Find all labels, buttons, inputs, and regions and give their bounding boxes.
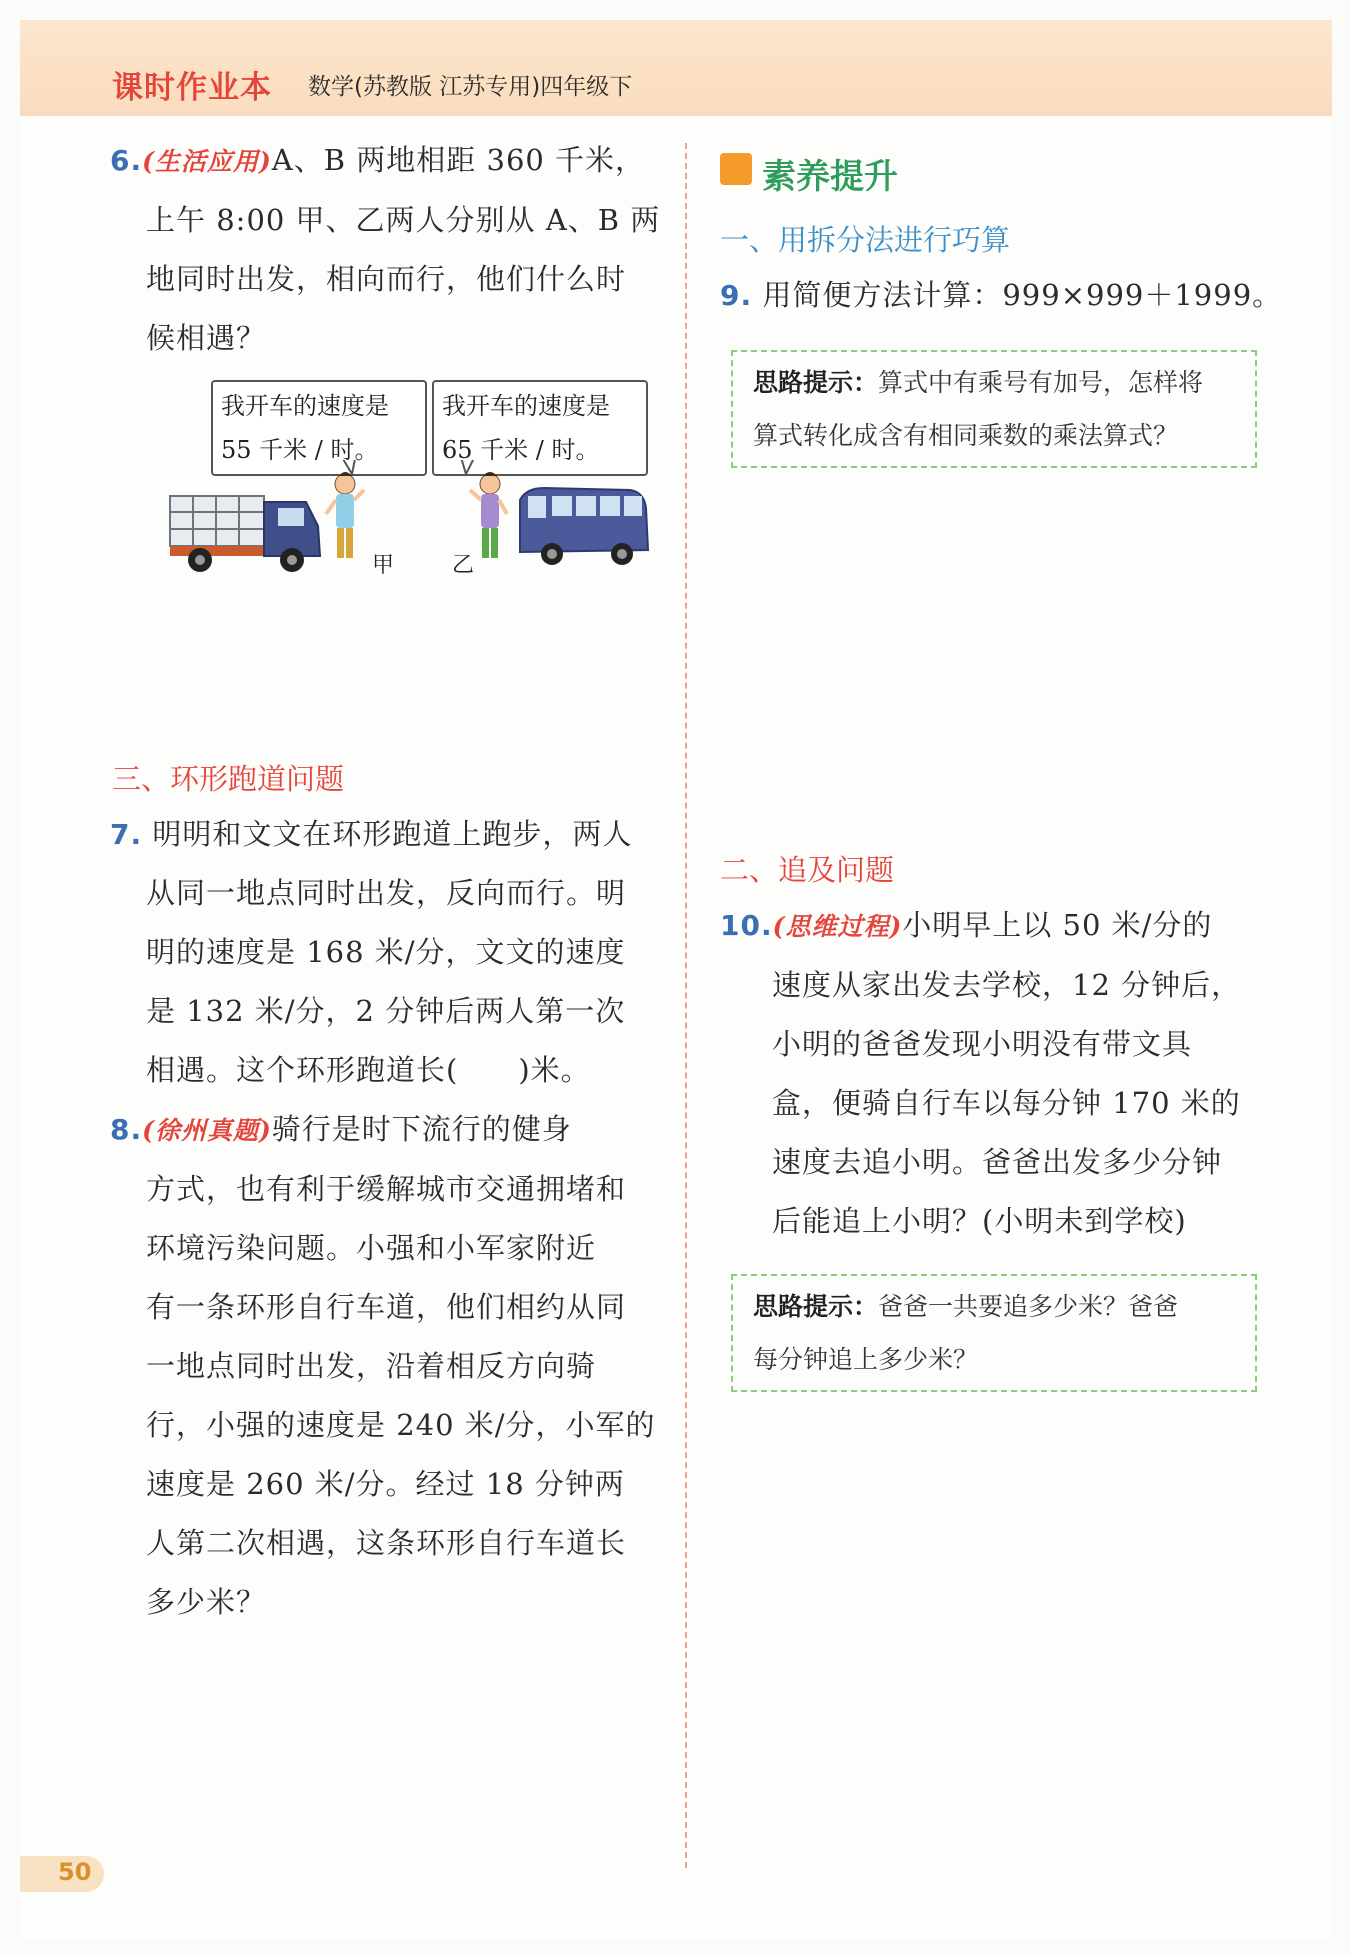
question-tag: (徐州真题) [142,1116,272,1145]
question-text: 候相遇？ [146,321,267,355]
question-text: A、B 两地相距 360 千米， [271,143,646,177]
question-text: 一地点同时出发，沿着相反方向骑 [146,1349,597,1383]
question-number: 7. [110,818,143,851]
label-jia: 甲 [372,553,395,578]
question-number: 8. [110,1113,143,1146]
question-7 [110,805,670,1100]
page-number: 50 [58,1858,92,1886]
question-text: 相遇。这个环形跑道长( )米。 [146,1053,591,1087]
question-text: 环境污染问题。小强和小军家附近 [146,1231,597,1265]
question-number: 10. [720,909,773,942]
question-text: 是 132 米/分，2 分钟后两人第一次 [146,994,626,1028]
header-subtitle: 数学(苏教版 江苏专用)四年级下 [308,74,633,100]
question-text: 骑行是时下流行的健身 [271,1112,572,1146]
question-10 [720,896,1300,1251]
question-9 [720,266,1283,325]
bubble-text: 我开车的速度是 [221,392,389,420]
question-text: 用简便方法计算：999×999＋1999。 [762,278,1283,312]
hint-text: 爸爸一共要追多少米？爸爸 [878,1292,1179,1321]
question-number: 9. [720,279,753,312]
question-text: 速度是 260 米/分。经过 18 分钟两 [146,1467,625,1501]
question-number: 6. [110,144,143,177]
question-tag: (思维过程) [772,912,903,941]
question-text: 上午 8:00 甲、乙两人分别从 A、B 两 [146,203,661,237]
question-text: 明的速度是 168 米/分，文文的速度 [146,935,626,969]
question-tag: (生活应用) [142,147,272,176]
question-text: 行，小强的速度是 240 米/分，小军的 [146,1408,656,1442]
hint-text: 算式转化成含有相同乘数的乘法算式？ [753,421,1179,450]
hint-box-q9 [731,350,1257,468]
bus-icon [520,488,648,565]
bubble-text: 我开车的速度是 [442,392,610,420]
hint-box-q10 [731,1274,1257,1392]
question-text: 明明和文文在环形跑道上跑步，两人 [152,817,633,851]
question-text: 盒，便骑自行车以每分钟 170 米的 [772,1086,1241,1120]
section-title-2: 二、追及问题 [720,853,895,887]
question-text: 后能追上小明？(小明未到学校) [772,1204,1187,1238]
question-text: 速度从家出发去学校，12 分钟后， [772,968,1242,1002]
question-text: 多少米？ [146,1585,267,1619]
hint-text: 算式中有乘号有加号，怎样将 [878,368,1204,397]
bubble-tail [340,460,356,474]
bubble-tail [460,460,476,474]
section-title-1: 一、用拆分法进行巧算 [720,223,1011,257]
label-yi: 乙 [452,553,475,578]
question-text: 小明早上以 50 米/分的 [902,908,1213,942]
truck-icon [170,496,320,572]
question-text: 有一条环形自行车道，他们相约从同 [146,1290,627,1324]
illustration-vehicles [160,460,660,580]
section-suyang-title: 素养提升 [762,157,898,197]
header-title: 课时作业本 [112,70,272,106]
column-divider [685,143,687,1868]
question-8 [110,1100,670,1632]
question-6 [110,131,670,368]
hint-label: 思路提示： [753,1292,879,1321]
section-title-3: 三、环形跑道问题 [112,762,345,796]
person-a-icon [326,472,364,558]
bubble-text: 65 千米 / 时。 [442,436,600,464]
question-text: 速度去追小明。爸爸出发多少分钟 [772,1145,1223,1179]
suyang-icon [720,153,752,185]
hint-label: 思路提示： [753,368,879,397]
question-text: 方式，也有利于缓解城市交通拥堵和 [146,1172,627,1206]
person-b-icon [470,472,507,558]
question-text: 小明的爸爸发现小明没有带文具 [772,1027,1193,1061]
question-text: 人第二次相遇，这条环形自行车道长 [146,1526,627,1560]
question-text: 从同一地点同时出发，反向而行。明 [146,876,627,910]
question-text: 地同时出发，相向而行，他们什么时 [146,262,627,296]
hint-text: 每分钟追上多少米？ [753,1345,979,1374]
bubble-text: 55 千米 / 时。 [221,436,379,464]
